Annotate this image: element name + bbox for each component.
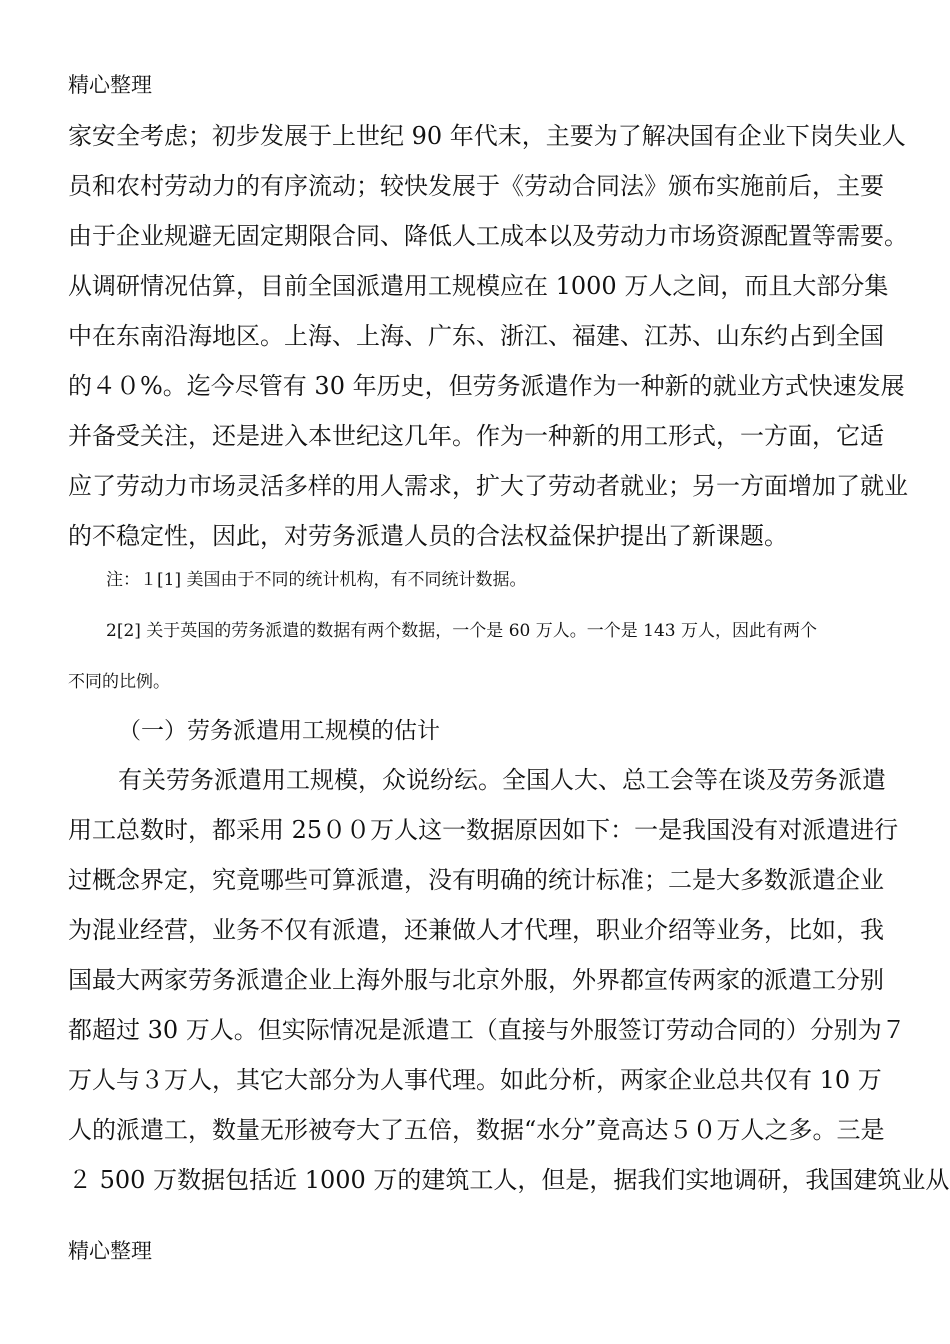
paragraph-line: 为混业经营，业务不仅有派遣，还兼做人才代理，职业介绍等业务，比如，我 (68, 916, 884, 944)
paragraph-line: 的不稳定性，因此，对劳务派遣人员的合法权益保护提出了新课题。 (68, 522, 788, 550)
page-footer-label: 精心整理 (68, 1239, 152, 1263)
paragraph-line: ２ 500 万数据包括近 1000 万的建筑工人，但是，据我们实地调研，我国建筑业从 (68, 1166, 950, 1194)
paragraph-line: 并备受关注，还是进入本世纪这几年。作为一种新的用工形式，一方面，它适 (68, 422, 884, 450)
paragraph-line: 由于企业规避无固定期限合同、降低人工成本以及劳动力市场资源配置等需要。 (68, 222, 908, 250)
paragraph-line: 家安全考虑；初步发展于上世纪 90 年代末，主要为了解决国有企业下岗失业人 (68, 122, 906, 150)
footnote-2-continued: 不同的比例。 (68, 672, 170, 692)
paragraph-continued (68, 111, 908, 561)
paragraph-line: 员和农村劳动力的有序流动；较快发展于《劳动合同法》颁布实施前后，主要 (68, 172, 884, 200)
paragraph-line: 从调研情况估算，目前全国派遣用工规模应在 1000 万人之间，而且大部分集 (68, 272, 889, 300)
paragraph-main (68, 755, 950, 1205)
paragraph-line: 万人与３万人，其它大部分为人事代理。如此分析，两家企业总共仅有 10 万 (68, 1066, 882, 1094)
page-header-label: 精心整理 (68, 73, 152, 97)
paragraph-line: 人的派遣工，数量无形被夸大了五倍，数据“水分”竟高达５０万人之多。三是 (68, 1116, 885, 1144)
paragraph-line: 中在东南沿海地区。上海、上海、广东、浙江、福建、江苏、山东约占到全国 (68, 322, 884, 350)
paragraph-line: 过概念界定，究竟哪些可算派遣，没有明确的统计标准；二是大多数派遣企业 (68, 866, 884, 894)
paragraph-line: 应了劳动力市场灵活多样的用人需求，扩大了劳动者就业；另一方面增加了就业 (68, 472, 908, 500)
paragraph-line: 国最大两家劳务派遣企业上海外服与北京外服，外界都宣传两家的派遣工分别 (68, 966, 884, 994)
paragraph-line: 的４０%。迄今尽管有 30 年历史，但劳务派遣作为一种新的就业方式快速发展 (68, 372, 905, 400)
section-heading: （一）劳务派遣用工规模的估计 (118, 718, 440, 744)
footnote-2: 2[2] 关于英国的劳务派遣的数据有两个数据，一个是 60 万人。一个是 143 万人，因此有两个 (106, 621, 817, 641)
paragraph-line: 用工总数时，都采用 25００万人这一数据原因如下：一是我国没有对派遣进行 (68, 816, 899, 844)
footnote-1: 注：１[1] 美国由于不同的统计机构，有不同统计数据。 (106, 570, 527, 590)
paragraph-line: 有关劳务派遣用工规模，众说纷纭。全国人大、总工会等在谈及劳务派遣 (118, 766, 886, 794)
paragraph-line: 都超过 30 万人。但实际情况是派遣工（直接与外服签订劳动合同的）分别为７ (68, 1016, 906, 1044)
